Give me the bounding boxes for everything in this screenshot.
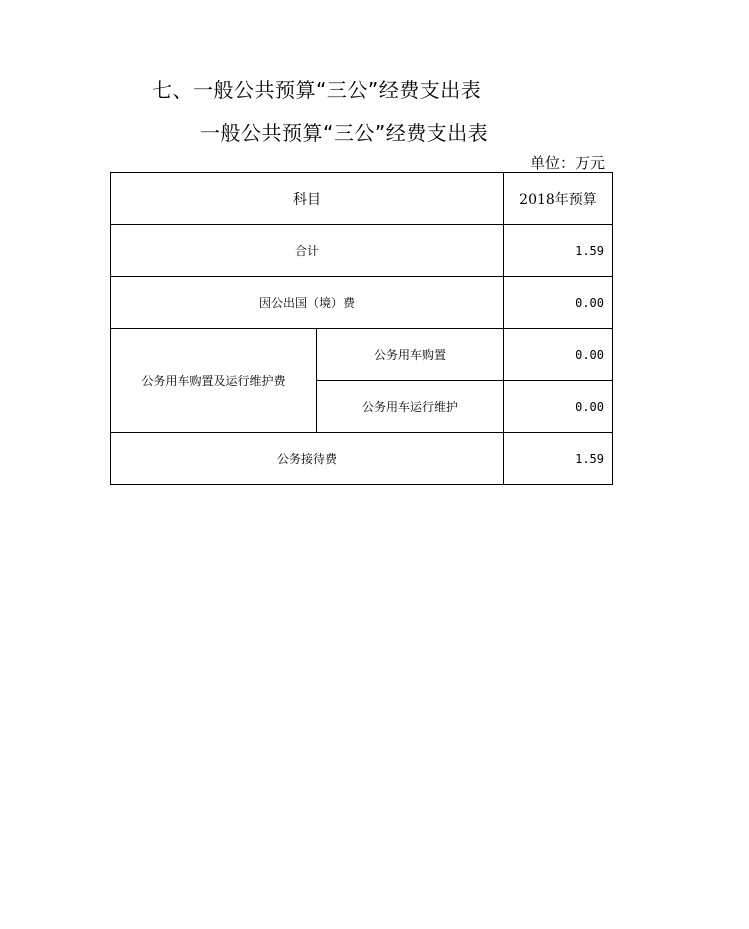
three-public-expenses-table: [110, 172, 613, 485]
vehicle-purchase-value: 0.00: [504, 329, 613, 381]
vehicle-operation-label: 公务用车运行维护: [317, 381, 504, 433]
table-header-row: [111, 173, 613, 225]
reception-value: 1.59: [504, 433, 613, 485]
table-row-reception: [111, 433, 613, 485]
vehicle-operation-value: 0.00: [504, 381, 613, 433]
section-heading: 七、一般公共预算“三公”经费支出表: [152, 78, 482, 102]
vehicle-purchase-label: 公务用车购置: [317, 329, 504, 381]
overseas-value: 0.00: [504, 277, 613, 329]
reception-label: 公务接待费: [111, 433, 504, 485]
overseas-label: 因公出国（境）费: [111, 277, 504, 329]
table-row-overseas: [111, 277, 613, 329]
total-label: 合计: [111, 225, 504, 277]
header-subject: 科目: [111, 173, 504, 225]
table-title: 一般公共预算“三公”经费支出表: [200, 121, 489, 145]
total-value: 1.59: [504, 225, 613, 277]
vehicle-label: 公务用车购置及运行维护费: [111, 329, 317, 433]
table-row-total: [111, 225, 613, 277]
table-row-vehicle-purchase: [111, 329, 613, 381]
header-budget-2018: 2018年预算: [504, 173, 613, 225]
unit-label: 单位：万元: [529, 154, 605, 172]
